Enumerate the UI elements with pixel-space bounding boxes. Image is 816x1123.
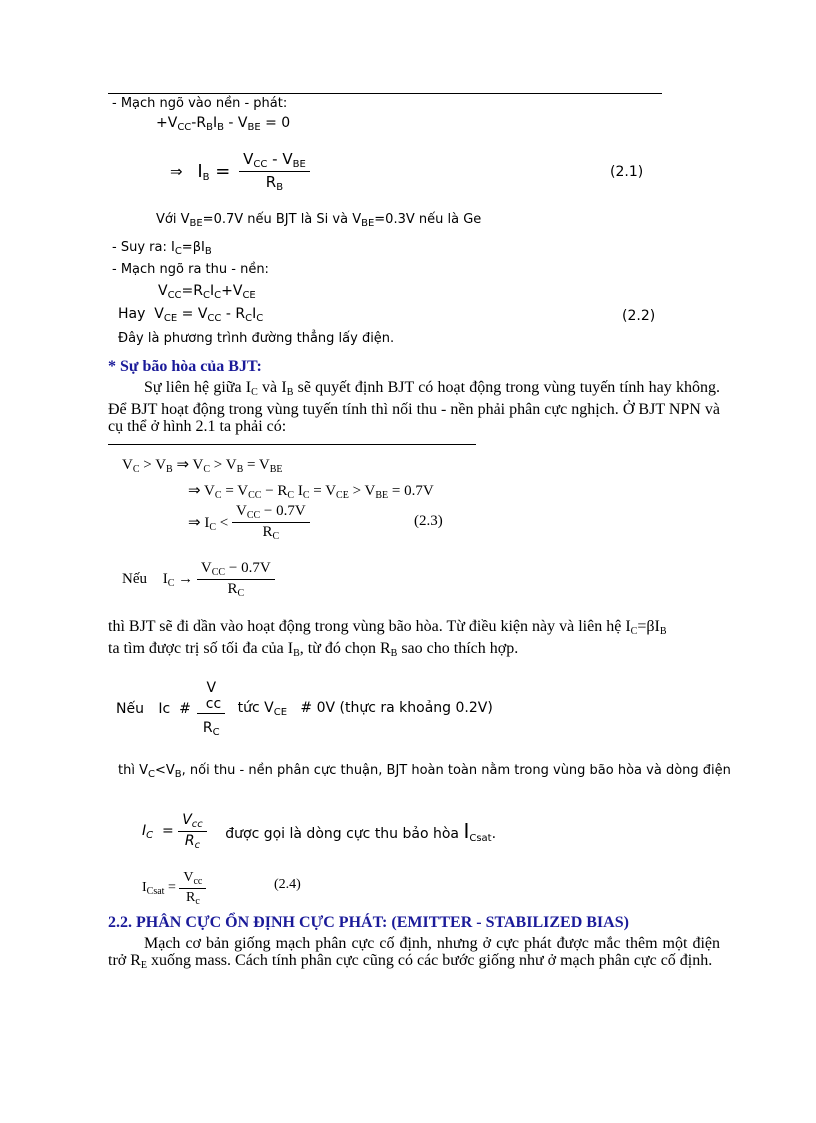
kvl-output-equation: $V_{CC}=R_CI_C+V_{CE}$ (158, 283, 256, 301)
saturation-paragraph-2: thì BJT sẽ đi dần vào hoạt động trong vùng bão hòa. Từ điều kiện này và liên hệ $I_C=\beta I_B$ ta tìm được trị số tối đa của $I_B$, từ đó chọn $R_B$ sao cho thích hợp. (108, 618, 667, 659)
section-2-2-paragraph: Mạch cơ bản giống mạch phân cực cố định, nhưng ở cực phát được mắc thêm một điện trở $R_E$ xuống mass. Cách tính phân cực cũng có các bước giống như ở mạch phân cực cố định. (108, 935, 720, 971)
ic-approach-equation: Nếu $I_C$ → $\frac{V_{CC} - 0.7V}{R_C}$ (122, 560, 275, 599)
kvl-input-equation: $+V_{CC}-R_BI_B - V_{BE} = 0$ (156, 115, 291, 133)
icsat-definition: $I_C$ = $\frac{V_{cc}}{R_c}$ được gọi là dòng cực thu bảo hòa $I_{Csat}$. (142, 812, 497, 851)
mid-rule (108, 444, 476, 445)
equation-label-2-3: (2.3) (414, 513, 443, 529)
icsat-equation: $I_{Csat}$ = $\frac{V_{cc}}{R_c}$ (142, 870, 206, 907)
ib-equation: ⇒ $I_B$ = $\frac{V_{CC} - V_{BE}}{R_B}$ (170, 150, 310, 193)
saturation-paragraph-3: thì $V_C<V_B$, nối thu - nền phân cực thuận, BJT hoàn toàn nằm trong vùng bão hòa và dòng điện (118, 763, 731, 780)
ic-limit-equation: ⇒ $I_C$ < $\frac{V_{CC} - 0.7V}{R_C}$ (188, 503, 310, 542)
top-rule (108, 93, 662, 94)
vc-vb-condition: $V_C > V_B$ ⇒ $V_C > V_B = V_{BE}$ (122, 457, 283, 475)
infer-line: - Suy ra: $I_C=\beta I_B$ (112, 240, 212, 257)
saturation-condition: Nếu Ic # V cc $R_C$ tức $V_{CE}$ # 0V (thực ra khoảng 0.2V) (116, 680, 493, 738)
load-line-note: Đây là phương trình đường thẳng lấy điện. (118, 331, 395, 346)
vbe-note: Với $V_{BE}=0.7V$ nếu BJT là Si và $V_{BE}=0.3V$ nếu là Ge (156, 212, 482, 229)
section-2-2-heading: 2.2. PHÂN CỰC ỔN ĐỊNH CỰC PHÁT: (EMITTER - STABILIZED BIAS) (108, 914, 629, 931)
equation-label-2-2: (2.2) (622, 308, 656, 324)
equation-label-2-4: (2.4) (274, 877, 301, 892)
saturation-paragraph: Sự liên hệ giữa $I_C$ và $I_B$ sẽ quyết định BJT có hoạt động trong vùng tuyến tính hay không. Để BJT hoạt động trong vùng tuyến tính thì nối thu - nền phải phân cực nghịch. Ở BJT NPN và cụ thể ở hình 2.1 ta phải có: (108, 379, 720, 435)
saturation-heading: * Sự bão hòa của BJT: (108, 358, 262, 375)
input-loop-label: - Mạch ngõ vào nền - phát: (112, 96, 288, 111)
vc-expansion: ⇒ $V_C = V_{CC} - R_C$ $I_C = V_{CE} > V_{BE} = 0.7V$ (188, 483, 434, 501)
vce-equation: Hay $V_{CE} = V_{CC} - R_CI_C$ (118, 306, 264, 324)
output-loop-label: - Mạch ngõ ra thu - nền: (112, 262, 269, 277)
equation-label-2-1: (2.1) (610, 164, 644, 180)
